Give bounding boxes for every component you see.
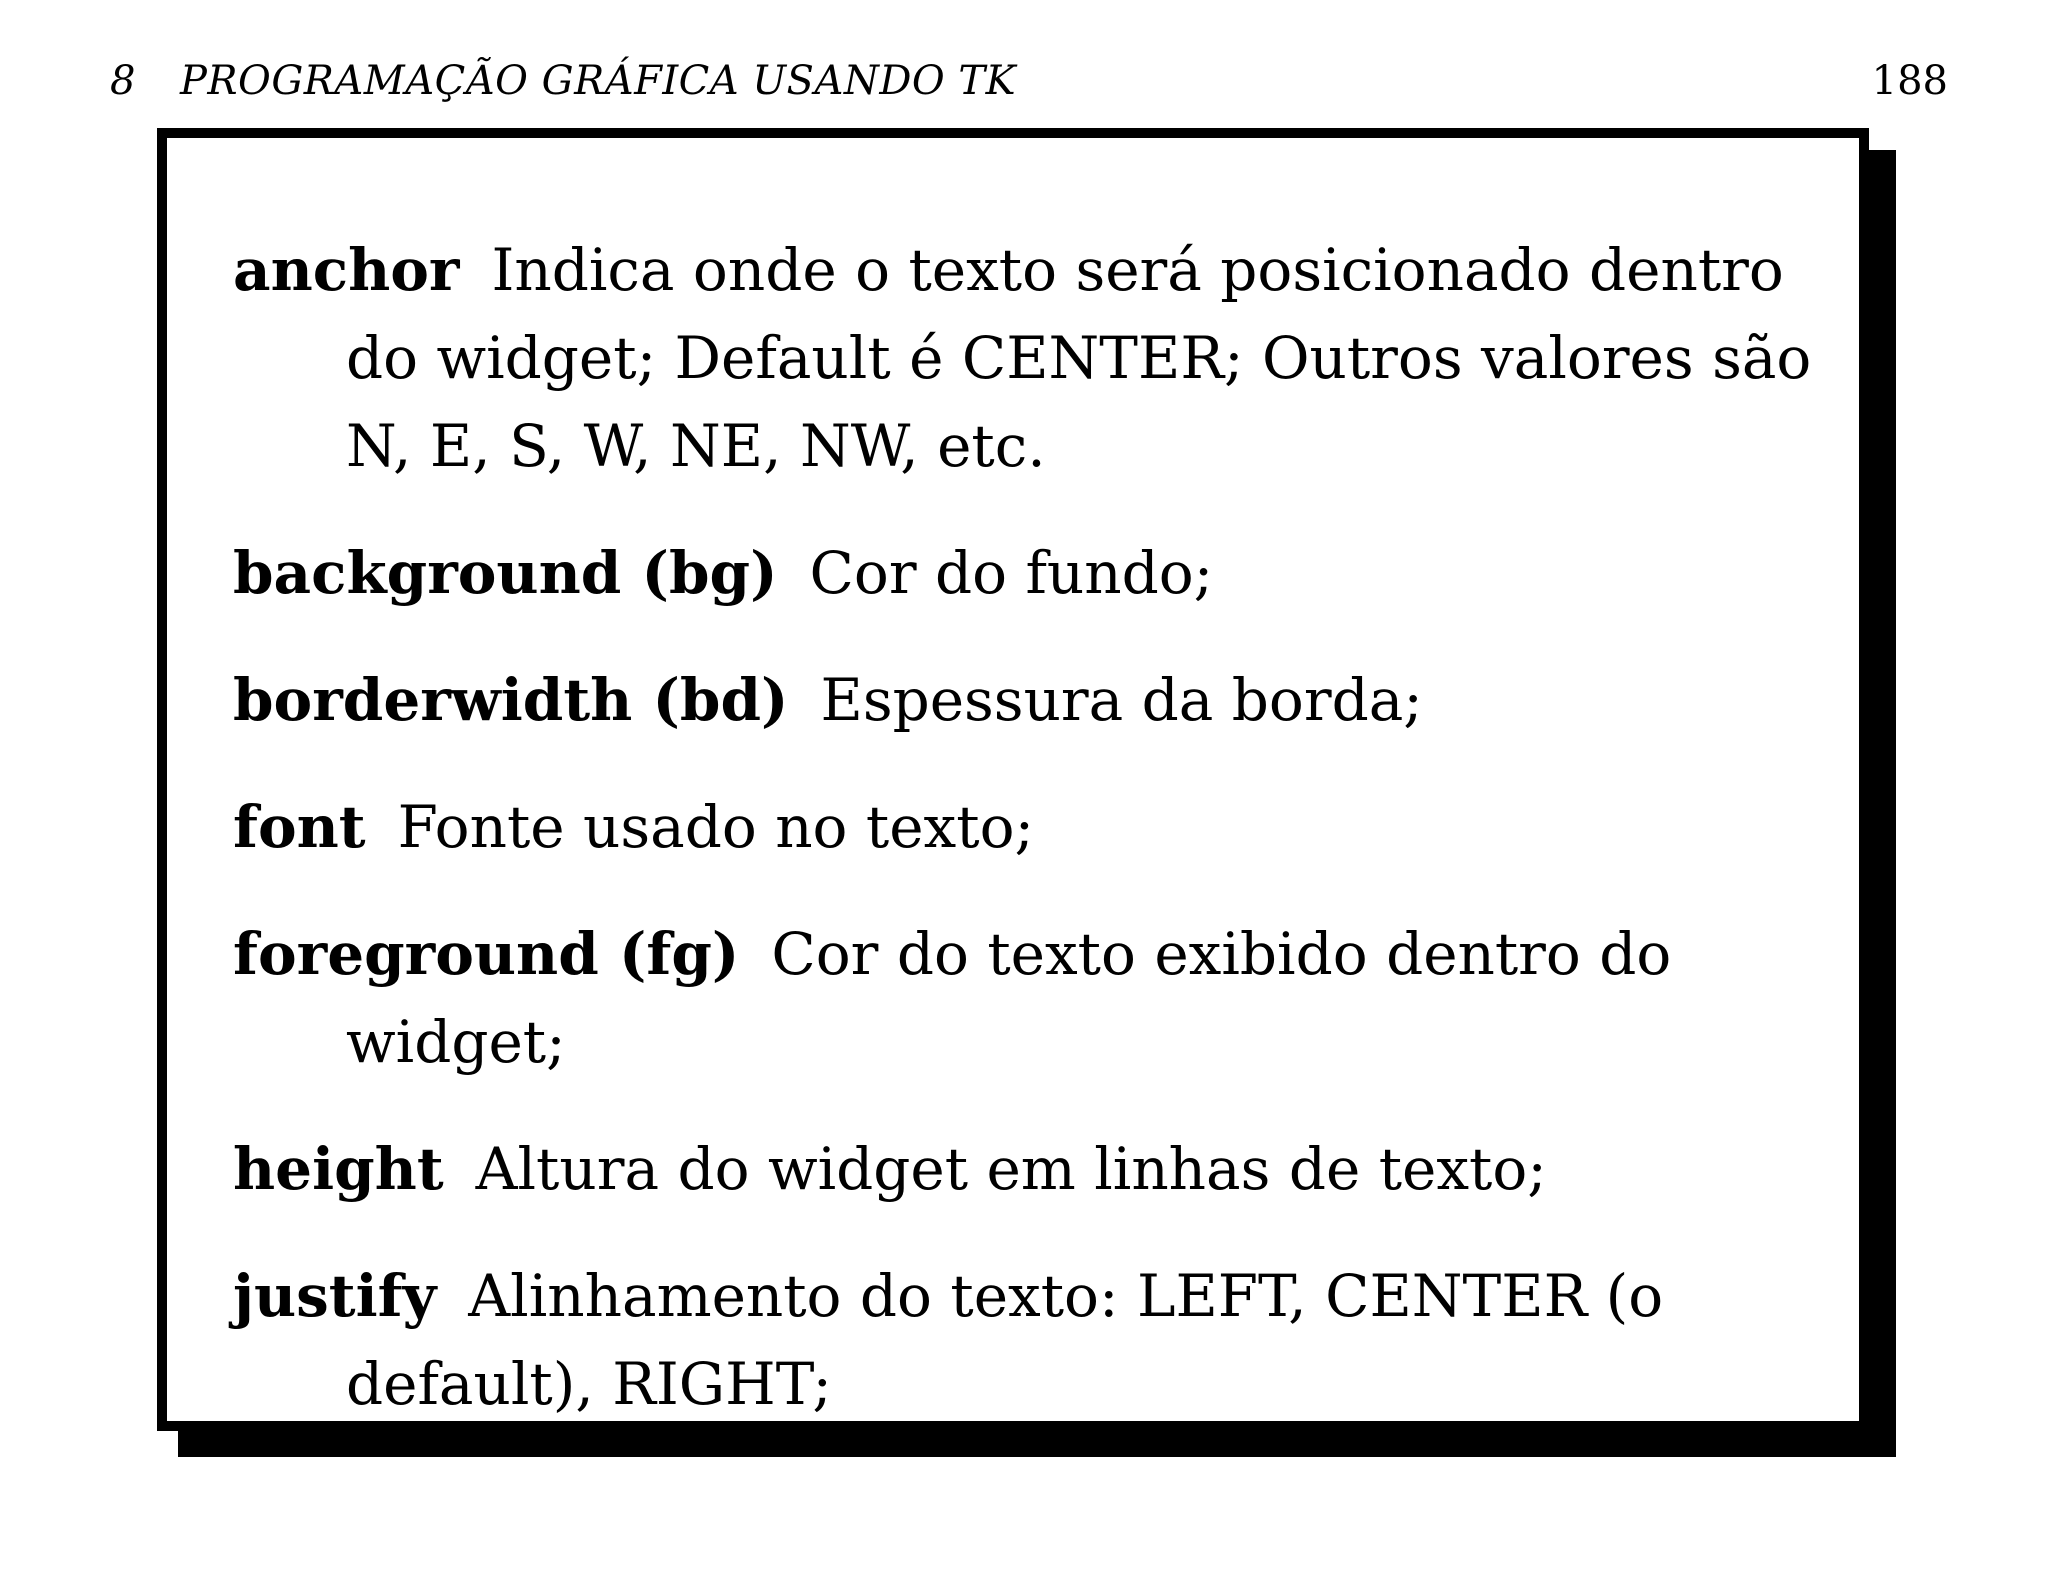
- definition-description: Cor do texto exibido dentro do widget;: [346, 920, 1672, 1076]
- definition-borderwidth: [233, 656, 1813, 744]
- definition-term: anchor: [233, 236, 460, 304]
- definition-term: foreground (fg): [233, 920, 740, 988]
- definition-description: Fonte usado no texto;: [397, 793, 1035, 861]
- section-number: 8: [110, 58, 136, 104]
- definition-term: height: [233, 1135, 444, 1203]
- slide-frame: [157, 128, 1869, 1431]
- definition-justify: [233, 1252, 1813, 1428]
- definition-background: [233, 529, 1813, 617]
- definition-term: borderwidth (bd): [233, 666, 789, 734]
- definition-description: Alinhamento do texto: LEFT, CENTER (o default), RIGHT;: [346, 1262, 1664, 1418]
- running-header: [110, 56, 1948, 106]
- definition-description: Altura do widget em linhas de texto;: [475, 1135, 1547, 1203]
- definition-font: [233, 783, 1813, 871]
- definition-term: font: [233, 793, 366, 861]
- section-title: PROGRAMAÇÃO GRÁFICA USANDO TK: [180, 58, 1016, 104]
- definition-anchor: [233, 226, 1813, 490]
- definition-term: background (bg): [233, 539, 778, 607]
- definition-foreground: [233, 910, 1813, 1086]
- option-definition-list: [233, 226, 1813, 1467]
- definition-description: Cor do fundo;: [809, 539, 1214, 607]
- definition-description: Espessura da borda;: [820, 666, 1423, 734]
- page-number: 188: [1871, 58, 1948, 104]
- definition-term: justify: [233, 1262, 437, 1330]
- definition-height: [233, 1125, 1813, 1213]
- definition-description: Indica onde o texto será posicionado dentro do widget; Default é CENTER; Outros valores são N, E, S, W, NE, NW, etc.: [346, 236, 1812, 480]
